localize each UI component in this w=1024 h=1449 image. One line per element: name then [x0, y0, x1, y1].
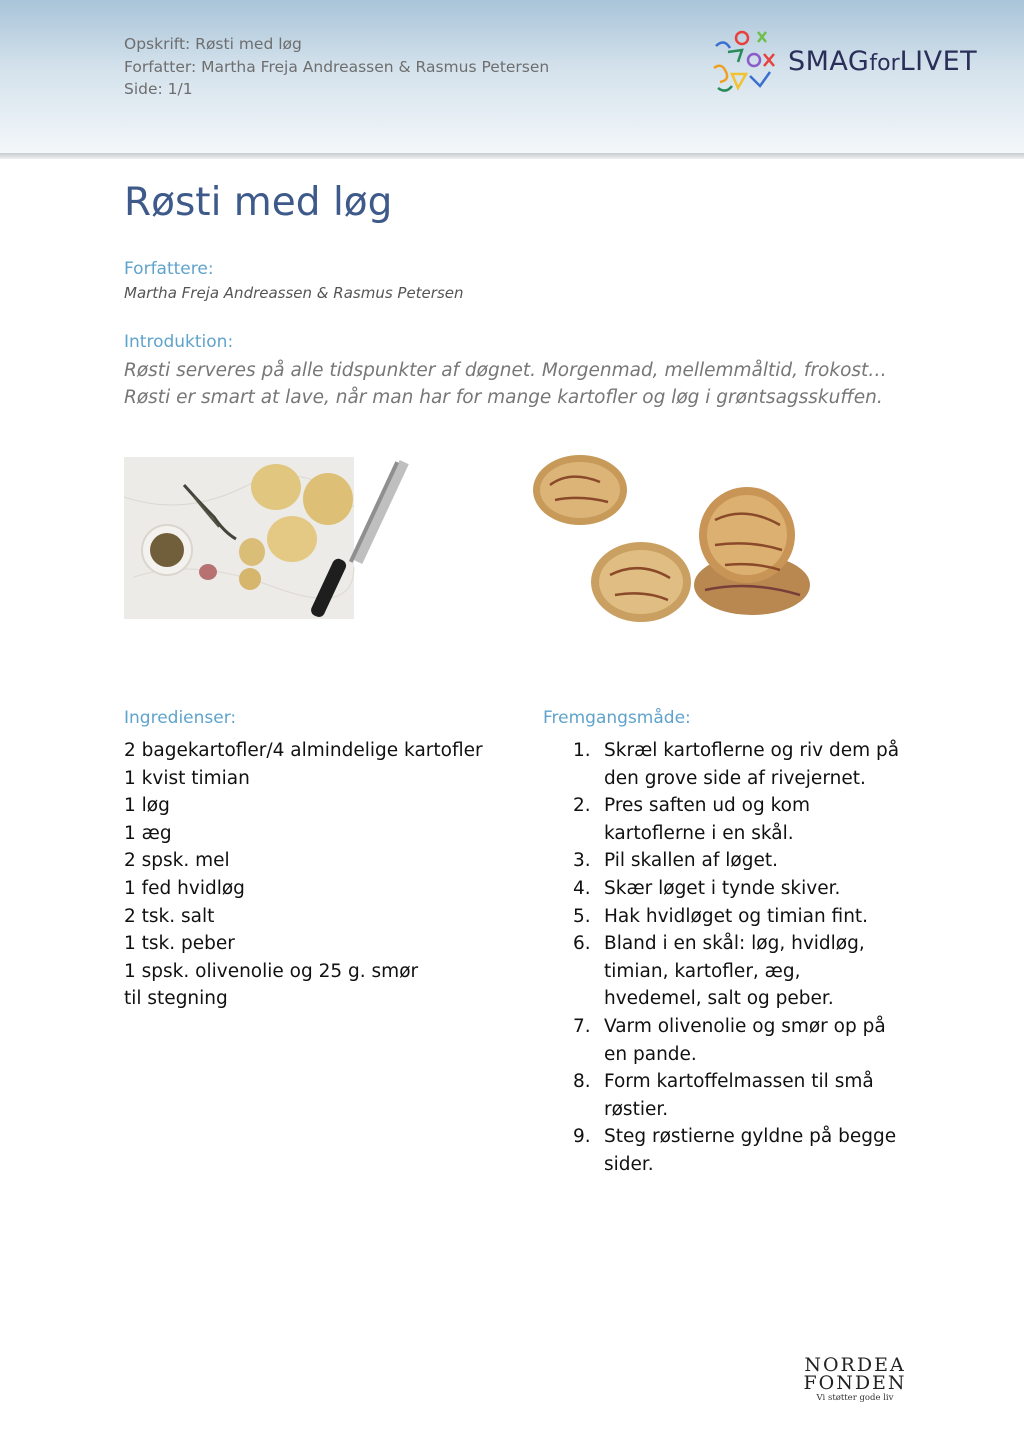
ingredient-item: 1 løg: [124, 795, 170, 817]
method-steps: [573, 737, 903, 1179]
intro-label: Introduktion:: [124, 332, 234, 352]
ingredient-item: 2 tsk. salt: [124, 905, 215, 927]
sponsor-name-line1: NORDEA: [804, 1354, 906, 1376]
logo-wordmark: [788, 46, 977, 77]
recipe-line: Opskrift: Røsti med løg: [124, 35, 302, 53]
smag-for-livet-logo: [708, 28, 978, 100]
method-step: 4. Skær løget i tynde skiver.: [573, 877, 841, 899]
potatoes-photo: [124, 457, 414, 619]
ingredient-item: 1 tsk. peber: [124, 933, 235, 955]
ingredient-item: 2 bagekartofler/4 almindelige kartofler: [124, 740, 483, 761]
rosti-photo: [530, 450, 820, 630]
step-text: Steg røstierne gyldne på begge sider.: [604, 1126, 897, 1175]
authors-value: Martha Freja Andreassen & Rasmus Petersen: [124, 284, 464, 302]
method-step: 8. Form kartoffelmassen til små røstier.: [573, 1071, 874, 1120]
method-step: 3. Pil skallen af løget.: [573, 850, 778, 872]
ingredient-item: 2 spsk. mel: [124, 850, 230, 872]
step-text: Pil skallen af løget.: [604, 850, 778, 872]
step-text: Hak hvidløget og timian fint.: [604, 905, 869, 927]
ingredient-item: 1 æg: [124, 822, 172, 844]
header-divider: [0, 153, 1024, 159]
method-step: 1. Skræl kartoflerne og riv dem på den grove side af rivejernet.: [573, 740, 900, 789]
ingredients-list: [124, 737, 484, 1013]
logo-smag: SMAG: [788, 46, 870, 77]
step-text: Skræl kartoflerne og riv dem på den grove side af rivejernet.: [604, 740, 900, 789]
step-text: Varm olivenolie og smør op på en pande.: [604, 1015, 886, 1065]
ingredient-item: 1 kvist timian: [124, 767, 250, 789]
ingredient-item: 1 fed hvidløg: [124, 877, 245, 899]
intro-text: Røsti serveres på alle tidspunkter af døgnet. Morgenmad, mellemmåltid, frokost… Røsti er smart at lave, når man har for mange kartofler og løg i grøntsagsskuffen.: [124, 360, 887, 408]
method-step: 9. Steg røstierne gyldne på begge sider.: [573, 1126, 897, 1175]
page-line: Side: 1/1: [124, 80, 193, 98]
step-text: Bland i en skål: løg, hvidløg, timian, kartofler, æg, hvedemel, salt og peber.: [604, 933, 865, 1010]
method-label: Fremgangsmåde:: [543, 708, 691, 728]
sponsor-tagline: Vi støtter gode liv: [816, 1393, 894, 1403]
header-meta: [124, 33, 549, 101]
method-step: 5. Hak hvidløget og timian fint.: [573, 905, 869, 927]
nordea-fonden-logo: [800, 1356, 910, 1406]
page-title: Røsti med løg: [124, 180, 393, 225]
smag-for-livet-logo-icon: [708, 28, 780, 100]
ingredients-label: Ingredienser:: [124, 708, 237, 728]
step-text: Pres saften ud og kom kartoflerne i en skål.: [604, 795, 811, 844]
method-step: 7. Varm olivenolie og smør op på en pande.: [573, 1015, 886, 1065]
authors-label: Forfattere:: [124, 259, 214, 279]
method-step: 2. Pres saften ud og kom kartoflerne i en skål.: [573, 795, 811, 844]
method-step: 6. Bland i en skål: løg, hvidløg, timian, kartofler, æg, hvedemel, salt og peber.: [573, 933, 865, 1010]
logo-for: for: [869, 51, 900, 76]
sponsor-name-line2: FONDEN: [803, 1372, 907, 1394]
ingredient-item: 1 spsk. olivenolie og 25 g. smør til stegning: [124, 960, 419, 1010]
step-text: Form kartoffelmassen til små røstier.: [604, 1071, 874, 1120]
step-text: Skær løget i tynde skiver.: [604, 877, 841, 899]
logo-livet: LIVET: [899, 46, 978, 77]
author-line: Forfatter: Martha Freja Andreassen & Rasmus Petersen: [124, 57, 550, 76]
